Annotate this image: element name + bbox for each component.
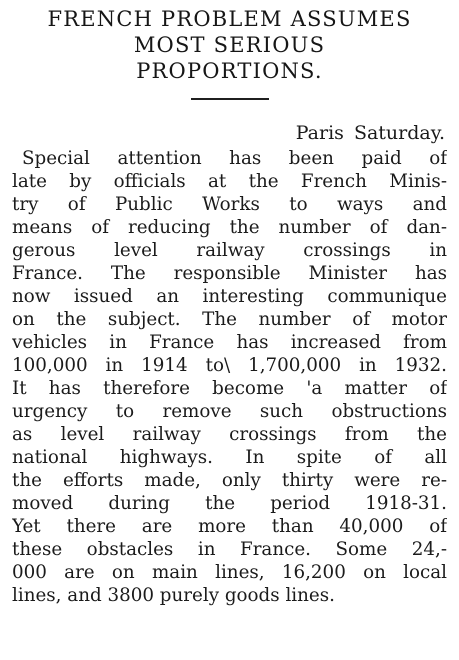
body-line-2: late by officials at the French Minis- [12, 171, 447, 192]
body-line-14: national highways. In spite of all [12, 447, 447, 468]
body-line-3: try of Public Works to ways and [12, 194, 447, 215]
body-line-5: gerous level railway crossings in [12, 240, 447, 261]
body-line-1: Special attention has been paid of [22, 148, 447, 169]
body-line-13: as level railway crossings from the [12, 424, 447, 445]
headline-line-3: PROPORTIONS. [136, 59, 323, 83]
body-line-10: 100,000 in 1914 to\ 1,700,000 in 1932. [12, 355, 447, 376]
body-line-9: vehicles in France has increased from [12, 332, 447, 353]
body-line-18: these obstacles in France. Some 24,- [12, 539, 447, 560]
body-line-15: the efforts made, only thirty were re- [12, 470, 447, 491]
body-line-8: on the subject. The number of motor [12, 309, 447, 330]
body-line-11: It has therefore become 'a matter of [12, 378, 447, 399]
article-body [12, 147, 447, 607]
body-line-16: moved during the period 1918-31. [12, 493, 447, 514]
headline-divider [191, 98, 269, 100]
body-line-6: France. The responsible Minister has [12, 263, 447, 284]
headline [12, 6, 447, 84]
body-line-7: now issued an interesting communique [12, 286, 447, 307]
body-line-4: means of reducing the number of dan- [12, 217, 447, 238]
body-line-20: lines, and 3800 purely goods lines. [12, 585, 335, 606]
body-line-19: 000 are on main lines, 16,200 on local [12, 562, 447, 583]
body-line-17: Yet there are more than 40,000 of [12, 516, 447, 537]
body-line-12: urgency to remove such obstructions [12, 401, 447, 422]
headline-line-1: FRENCH PROBLEM ASSUMES [47, 7, 412, 31]
dateline: Paris Saturday. [295, 122, 445, 144]
headline-line-2: MOST SERIOUS [133, 33, 326, 57]
